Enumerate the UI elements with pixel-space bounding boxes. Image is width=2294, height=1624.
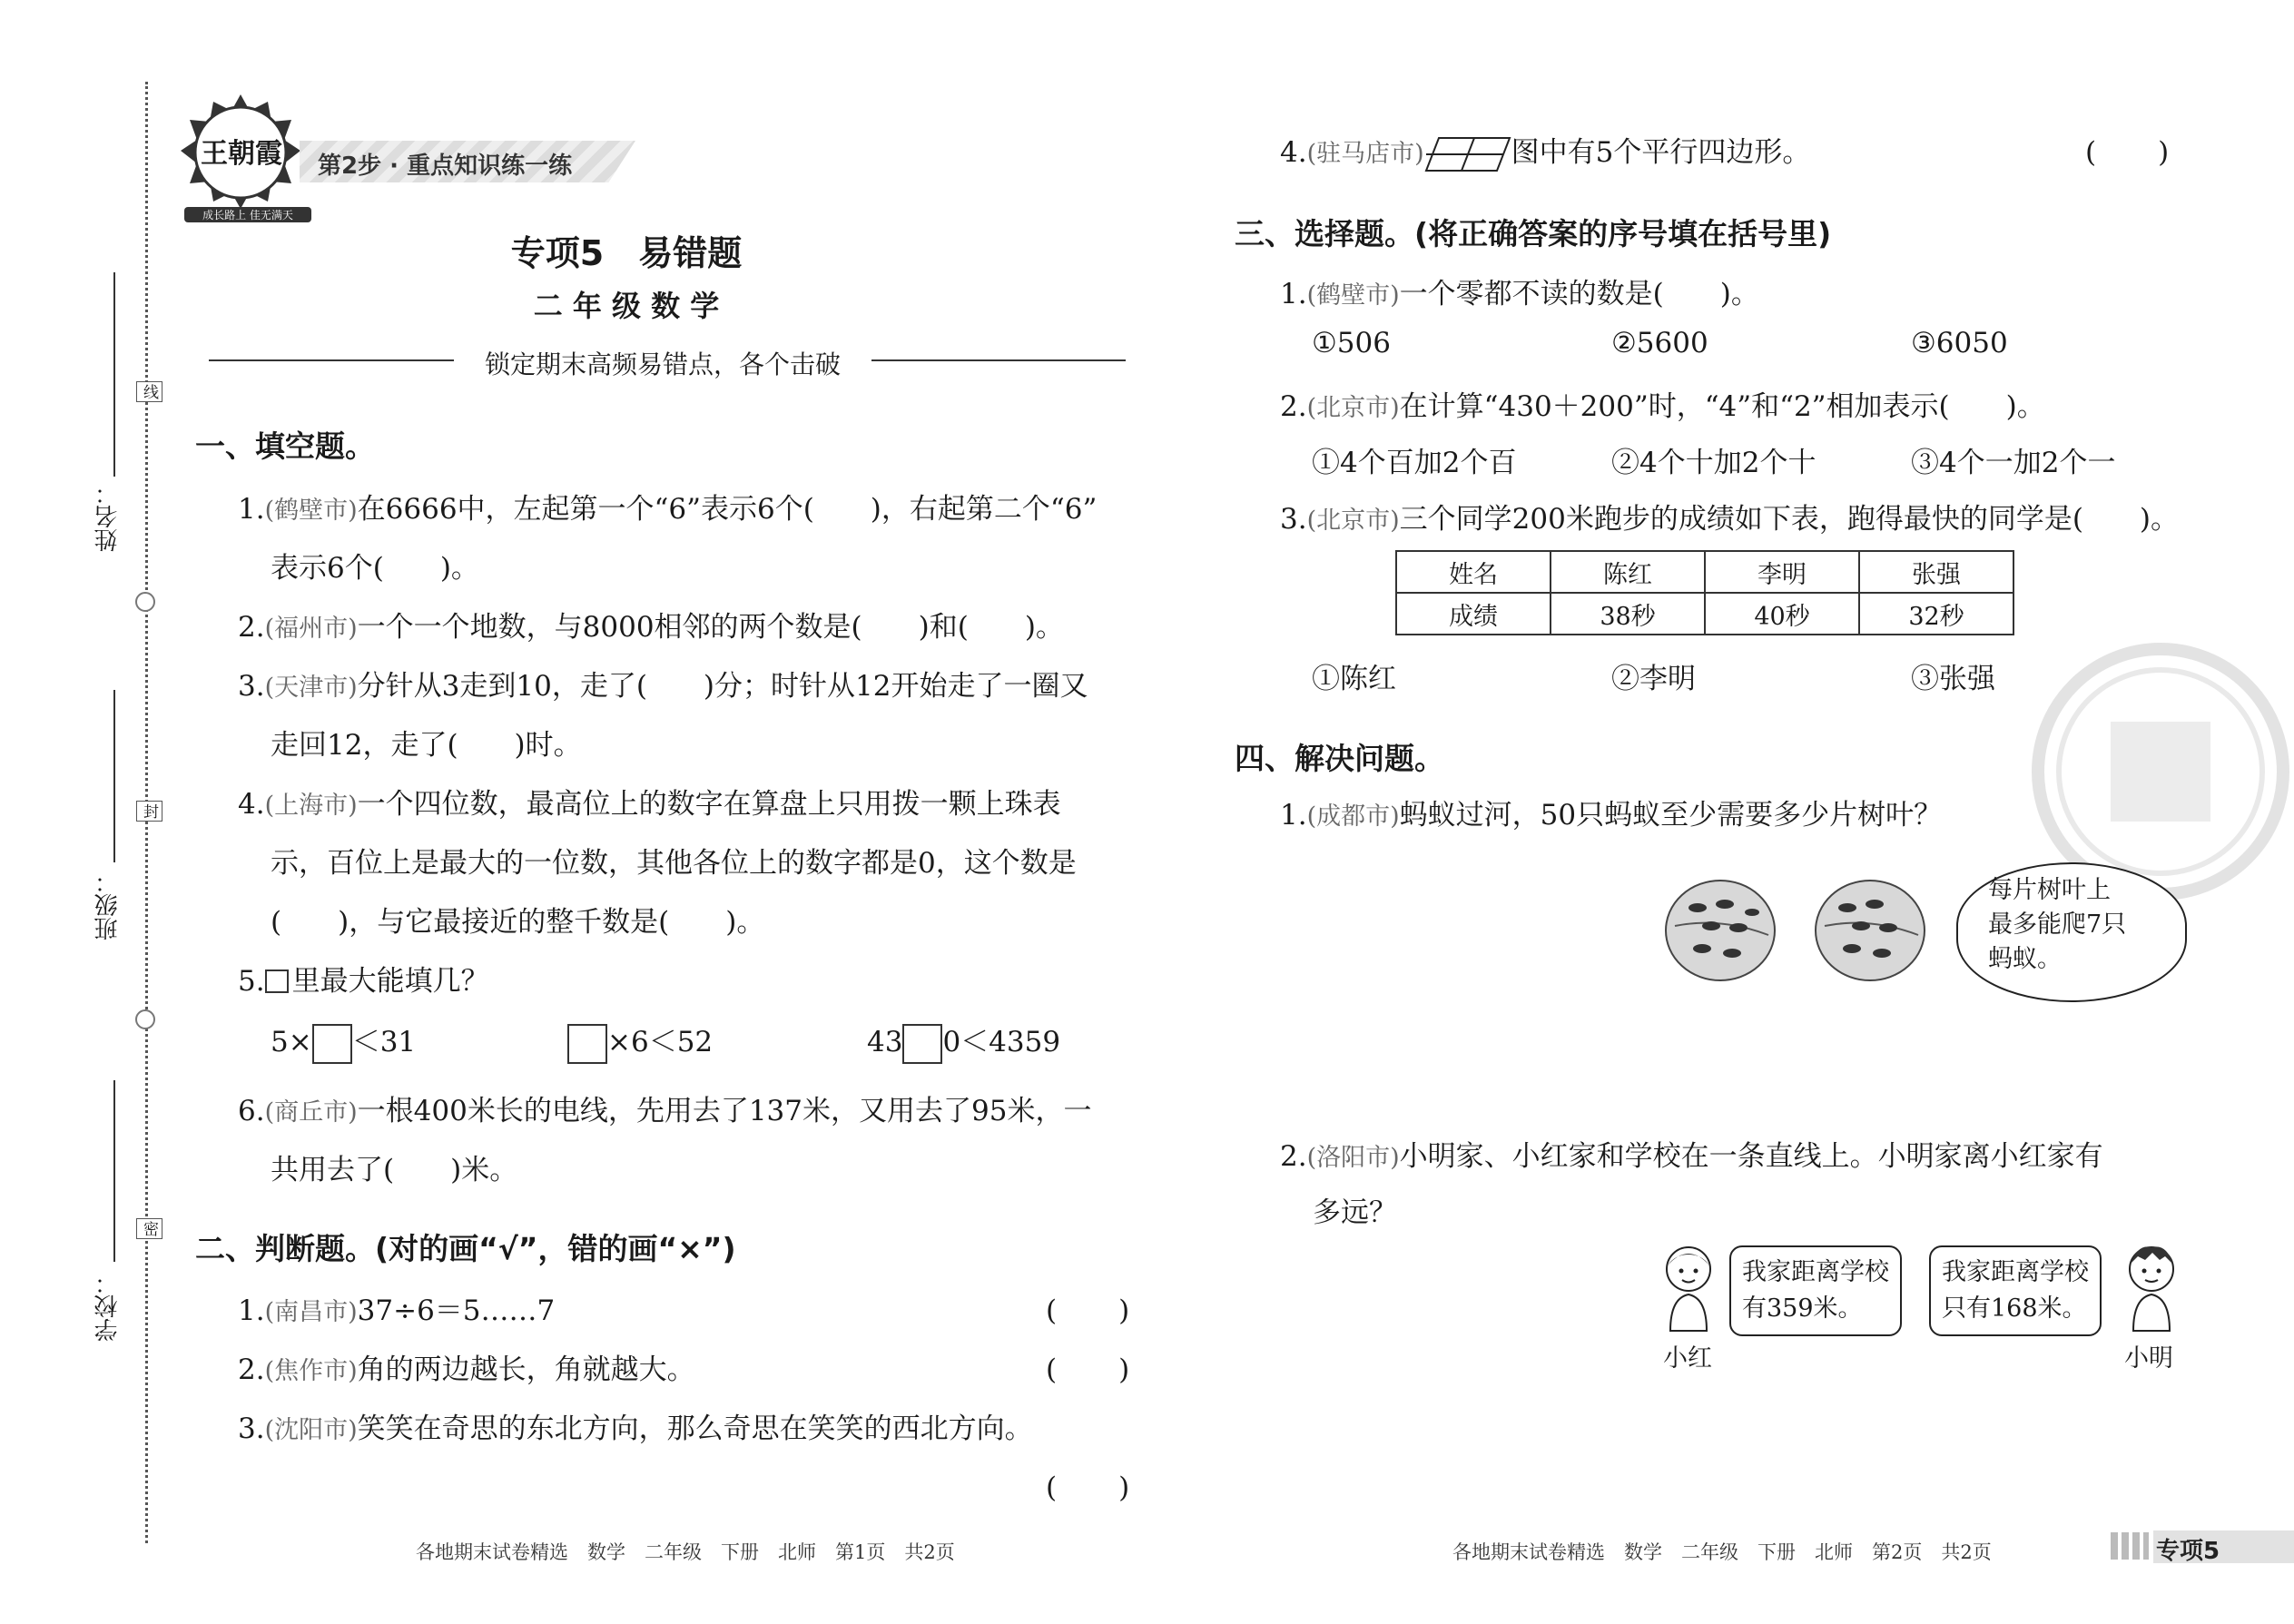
step-label: 第2步 · 重点知识练一练 bbox=[318, 153, 573, 180]
q-source: (沈阳市) bbox=[264, 1416, 358, 1444]
q-source: (北京市) bbox=[1306, 394, 1400, 422]
q-number: 5. bbox=[238, 965, 265, 998]
bubble-line: 我家距离学校 bbox=[1942, 1258, 2089, 1286]
q-text: 蚂蚁过河，50只蚂蚁至少需要多少片树叶？ bbox=[1399, 799, 1943, 832]
q-number: 1. bbox=[1280, 278, 1307, 310]
q-source: (焦作市) bbox=[264, 1357, 358, 1385]
leaf-with-ants-icon bbox=[1661, 871, 1779, 993]
footer-badge-label: 专项5 bbox=[2156, 1538, 2220, 1565]
q-number: 1. bbox=[1280, 799, 1307, 832]
cloud-line: 蚂蚁。 bbox=[1988, 945, 2062, 973]
judge-q4-answer[interactable]: ( ) bbox=[2085, 136, 2171, 169]
fill-q1 bbox=[238, 486, 1097, 527]
name-line[interactable] bbox=[113, 272, 115, 477]
girl-avatar-icon bbox=[1657, 1242, 1720, 1336]
class-line[interactable] bbox=[113, 690, 115, 862]
fill-q5 bbox=[238, 958, 489, 999]
judge-q3 bbox=[238, 1405, 1033, 1446]
bubble-line: 只有168米。 bbox=[1942, 1294, 2087, 1323]
name-label: 姓名： bbox=[94, 481, 122, 552]
judge-q1 bbox=[238, 1287, 555, 1328]
fill-q2 bbox=[238, 604, 1064, 645]
boy-name: 小明 bbox=[2124, 1344, 2173, 1373]
q-text: 一个一个地数，与8000相邻的两个数是( )和( )。 bbox=[357, 611, 1064, 644]
q-source: (成都市) bbox=[1306, 802, 1400, 831]
solve-q1 bbox=[1280, 792, 1942, 832]
judge-q4 bbox=[1280, 129, 1810, 172]
table-cell: 32秒 bbox=[1859, 593, 2013, 635]
q-number: 4. bbox=[1280, 136, 1307, 169]
fill-q6-cont: 共用去了( )米。 bbox=[271, 1154, 518, 1186]
section-fill-heading: 一、填空题。 bbox=[195, 428, 375, 464]
leaf-with-ants-icon bbox=[1811, 871, 1929, 993]
q-text: 一个零都不读的数是( )。 bbox=[1399, 278, 1759, 310]
q-number: 2. bbox=[1280, 1140, 1307, 1173]
q-number: 3. bbox=[238, 670, 265, 703]
footer-left: 各地期末试卷精选 数学 二年级 下册 北师 第1页 共2页 bbox=[416, 1541, 955, 1563]
judge-q2 bbox=[238, 1346, 695, 1387]
fill-q4 bbox=[238, 781, 1061, 822]
speech-bubble-right bbox=[1929, 1245, 2102, 1336]
q-number: 2. bbox=[238, 611, 265, 644]
q-source: (上海市) bbox=[264, 792, 358, 820]
choice-q3-option-2[interactable]: ②李明 bbox=[1611, 663, 1696, 695]
choice-q1-option-3[interactable]: ③6050 bbox=[1911, 327, 2008, 359]
q-text: 角的两边越长，角就越大。 bbox=[357, 1353, 695, 1386]
table-cell: 李明 bbox=[1705, 551, 1859, 593]
fill-q1-cont: 表示6个( )。 bbox=[271, 552, 479, 585]
parallelogram-figure-icon bbox=[1424, 136, 1511, 172]
q-source: (商丘市) bbox=[264, 1098, 358, 1127]
table-cell: 姓名 bbox=[1396, 551, 1551, 593]
choice-q3 bbox=[1280, 496, 2179, 536]
choice-q3-option-3[interactable]: ③张强 bbox=[1911, 663, 1995, 695]
fill-q4-cont: 示，百位上是最大的一位数，其他各位上的数字都是0，这个数是 bbox=[271, 847, 1077, 880]
footer-badge-dots bbox=[2111, 1532, 2149, 1560]
choice-q2-option-3[interactable]: ③4个一加2个一 bbox=[1911, 447, 2116, 479]
slogan-rule-left bbox=[209, 359, 454, 361]
q-source: (鹤壁市) bbox=[1306, 281, 1400, 310]
class-label: 班级： bbox=[94, 870, 122, 940]
cloud-text bbox=[1988, 873, 2126, 977]
answer-box[interactable] bbox=[902, 1024, 942, 1064]
expr-part: 0＜4359 bbox=[942, 1026, 1061, 1058]
choice-q1-option-2[interactable]: ②5600 bbox=[1611, 327, 1708, 359]
fill-q3 bbox=[238, 663, 1088, 704]
blank-square-icon bbox=[265, 969, 289, 993]
q-text: 图中有5个平行四边形。 bbox=[1511, 136, 1811, 169]
expr-part: 43 bbox=[867, 1026, 903, 1058]
judge-q1-answer[interactable]: ( ) bbox=[1046, 1294, 1132, 1327]
choice-q2-option-2[interactable]: ②4个十加2个十 bbox=[1611, 447, 1816, 479]
q-source: (天津市) bbox=[264, 674, 358, 702]
q-source: (福州市) bbox=[264, 615, 358, 643]
q-source: (驻马店市) bbox=[1306, 140, 1424, 168]
judge-q2-answer[interactable]: ( ) bbox=[1046, 1353, 1132, 1386]
q-text: 笑笑在奇思的东北方向，那么奇思在笑笑的西北方向。 bbox=[357, 1412, 1033, 1445]
q-source: (洛阳市) bbox=[1306, 1144, 1400, 1172]
bubble-line: 我家距离学校 bbox=[1742, 1258, 1889, 1286]
table-cell: 40秒 bbox=[1705, 593, 1859, 635]
choice-q1-option-1[interactable]: ①506 bbox=[1312, 327, 1391, 359]
margin-tag-xian: 线 bbox=[136, 381, 162, 402]
q-number: 3. bbox=[1280, 503, 1307, 536]
section-solve-heading: 四、解决问题。 bbox=[1235, 741, 1444, 776]
choice-q3-option-1[interactable]: ①陈红 bbox=[1312, 663, 1396, 695]
q-number: 1. bbox=[238, 493, 265, 526]
section-judge-heading: 二、判断题。(对的画“√”，错的画“×”) bbox=[195, 1231, 736, 1266]
logo-subtext: 成长路上 佳无满天 bbox=[184, 207, 311, 222]
q-source: (鹤壁市) bbox=[264, 497, 358, 525]
q-text: 一个四位数，最高位上的数字在算盘上只用拨一颗上珠表 bbox=[357, 788, 1061, 821]
q-text: 里最大能填几？ bbox=[291, 965, 489, 998]
solve-q2-cont: 多远？ bbox=[1313, 1196, 1397, 1229]
choice-q1 bbox=[1280, 271, 1759, 311]
table-row bbox=[1396, 551, 2013, 593]
expr-part: 5× bbox=[271, 1026, 312, 1058]
q-source: (北京市) bbox=[1306, 507, 1400, 535]
margin-tag-feng: 封 bbox=[136, 801, 162, 822]
q-number: 3. bbox=[238, 1412, 265, 1445]
q-text: 小明家、小红家和学校在一条直线上。小明家离小红家有 bbox=[1399, 1140, 2103, 1173]
slogan: 锁定期末高频易错点，各个击破 bbox=[484, 349, 841, 379]
q-text: 在计算“430＋200”时，“4”和“2”相加表示( )。 bbox=[1399, 390, 2045, 423]
answer-box[interactable] bbox=[312, 1024, 352, 1064]
choice-q2-option-1[interactable]: ①4个百加2个百 bbox=[1312, 447, 1517, 479]
boy-avatar-icon bbox=[2120, 1242, 2183, 1336]
q-number: 4. bbox=[238, 788, 265, 821]
table-cell: 38秒 bbox=[1551, 593, 1705, 635]
page-title: 专项5 易错题 bbox=[510, 233, 743, 273]
expr-part: ＜31 bbox=[351, 1026, 417, 1058]
footer-right: 各地期末试卷精选 数学 二年级 下册 北师 第2页 共2页 bbox=[1452, 1541, 1992, 1563]
school-line[interactable] bbox=[113, 1080, 115, 1262]
q-number: 1. bbox=[238, 1294, 265, 1327]
cloud-line: 最多能爬7只 bbox=[1988, 910, 2127, 939]
q-number: 2. bbox=[238, 1353, 265, 1386]
margin-circle-1 bbox=[135, 592, 155, 612]
brand-logo bbox=[177, 91, 304, 221]
bubble-line: 有359米。 bbox=[1742, 1294, 1863, 1323]
girl-name: 小红 bbox=[1663, 1344, 1712, 1373]
q-source: (南昌市) bbox=[264, 1298, 358, 1326]
answer-box[interactable] bbox=[567, 1024, 607, 1064]
cloud-line: 每片树叶上 bbox=[1988, 876, 2111, 904]
fill-q4-cont2: ( )，与它最接近的整千数是( )。 bbox=[271, 906, 765, 939]
table-row bbox=[1396, 593, 2013, 635]
q-text: 一根400米长的电线，先用去了137米，又用去了95米，一 bbox=[357, 1095, 1092, 1127]
solve-q2 bbox=[1280, 1133, 2103, 1174]
page-subtitle: 二 年 级 数 学 bbox=[533, 289, 720, 323]
expr-part: ×6＜52 bbox=[607, 1026, 714, 1058]
choice-q2 bbox=[1280, 383, 2045, 424]
q-number: 6. bbox=[238, 1095, 265, 1127]
logo-text: 王朝霞 bbox=[201, 138, 282, 170]
fill-q5-expr2 bbox=[567, 1019, 713, 1064]
q-text: 分针从3走到10，走了( )分；时针从12开始走了一圈又 bbox=[357, 670, 1088, 703]
margin-circle-2 bbox=[135, 1009, 155, 1029]
q-text: 三个同学200米跑步的成绩如下表，跑得最快的同学是( )。 bbox=[1399, 503, 2180, 536]
section-choice-heading: 三、选择题。(将正确答案的序号填在括号里) bbox=[1235, 216, 1832, 251]
table-cell: 张强 bbox=[1859, 551, 2013, 593]
school-label: 学校： bbox=[94, 1271, 122, 1342]
margin-tag-mi: 密 bbox=[136, 1218, 162, 1239]
score-table bbox=[1395, 550, 2014, 635]
fill-q5-expr3 bbox=[867, 1019, 1060, 1064]
q-number: 2. bbox=[1280, 390, 1307, 423]
fill-q5-expr1 bbox=[271, 1019, 416, 1064]
table-cell: 陈红 bbox=[1551, 551, 1705, 593]
q-text: 在6666中，左起第一个“6”表示6个( )，右起第二个“6” bbox=[357, 493, 1098, 526]
fill-q3-cont: 走回12，走了( )时。 bbox=[271, 729, 582, 762]
table-cell: 成绩 bbox=[1396, 593, 1551, 635]
judge-q3-answer[interactable]: ( ) bbox=[1046, 1471, 1132, 1504]
q-text: 37÷6＝5……7 bbox=[357, 1294, 556, 1327]
fill-q6 bbox=[238, 1088, 1091, 1128]
speech-bubble-left bbox=[1729, 1245, 1902, 1336]
slogan-rule-right bbox=[871, 359, 1126, 361]
